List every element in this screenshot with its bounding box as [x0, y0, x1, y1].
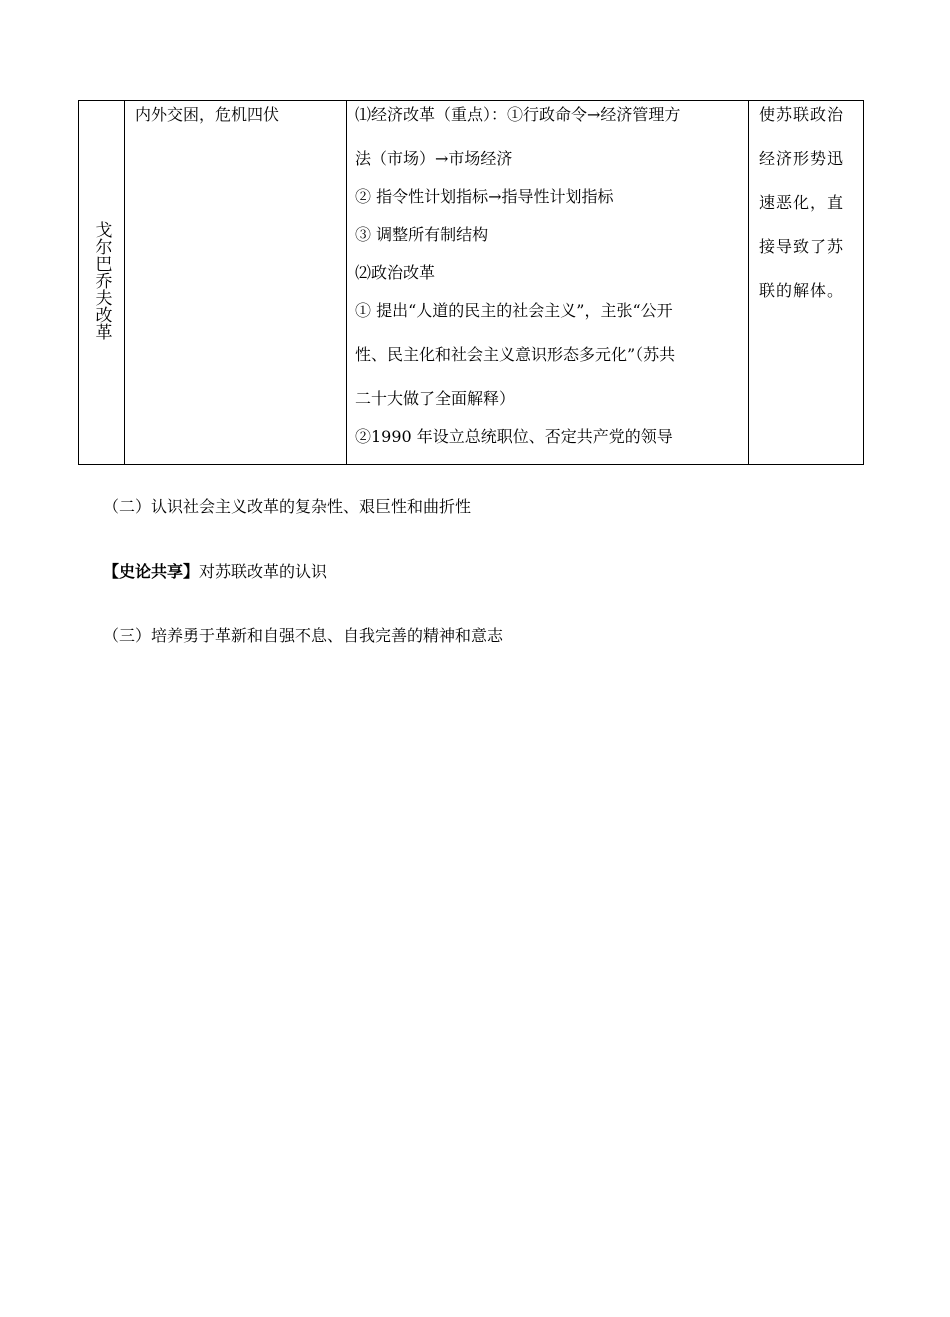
- impact-line: 使苏联政治: [759, 105, 845, 124]
- measure-line: ② 指令性计划指标→指导性计划指标: [355, 187, 614, 206]
- section-heading-2: （二）认识社会主义改革的复杂性、艰巨性和曲折性: [103, 497, 472, 516]
- history-share-tag: 【史论共享】: [103, 562, 200, 581]
- section-heading-3: （三）培养勇于革新和自强不息、自我完善的精神和意志: [103, 626, 504, 645]
- impact-line: 接导致了苏: [759, 237, 845, 256]
- measure-line: ⑵政治改革: [355, 263, 436, 282]
- table-row: [79, 101, 864, 465]
- measure-line: ②1990 年设立总统职位、否定共产党的领导: [355, 427, 673, 446]
- reform-name-cell: [79, 101, 125, 465]
- background-text: 内外交困，危机四伏: [135, 105, 280, 124]
- history-share-text: 对苏联改革的认识: [199, 562, 328, 581]
- impact-line: 速恶化，直: [759, 193, 845, 212]
- impact-line: 联的解体。: [759, 281, 845, 300]
- reform-name: 戈尔巴乔夫改革: [91, 220, 112, 340]
- measure-line: ① 提出“人道的民主的社会主义”，主张“公开: [355, 301, 673, 320]
- measures-cell: [347, 101, 749, 465]
- background-cell: [125, 101, 347, 465]
- measure-line: 二十大做了全面解释）: [355, 389, 516, 408]
- impact-line: 经济形势迅: [759, 149, 845, 168]
- measure-line: 性、民主化和社会主义意识形态多元化”（苏共: [355, 345, 676, 364]
- measure-line: 法（市场）→市场经济: [355, 149, 513, 168]
- measure-line: ⑴经济改革（重点）：①行政命令→经济管理方: [355, 105, 681, 124]
- impact-cell: [749, 101, 864, 465]
- reform-table: [78, 100, 864, 465]
- measure-line: ③ 调整所有制结构: [355, 225, 489, 244]
- history-share-line: [103, 562, 327, 582]
